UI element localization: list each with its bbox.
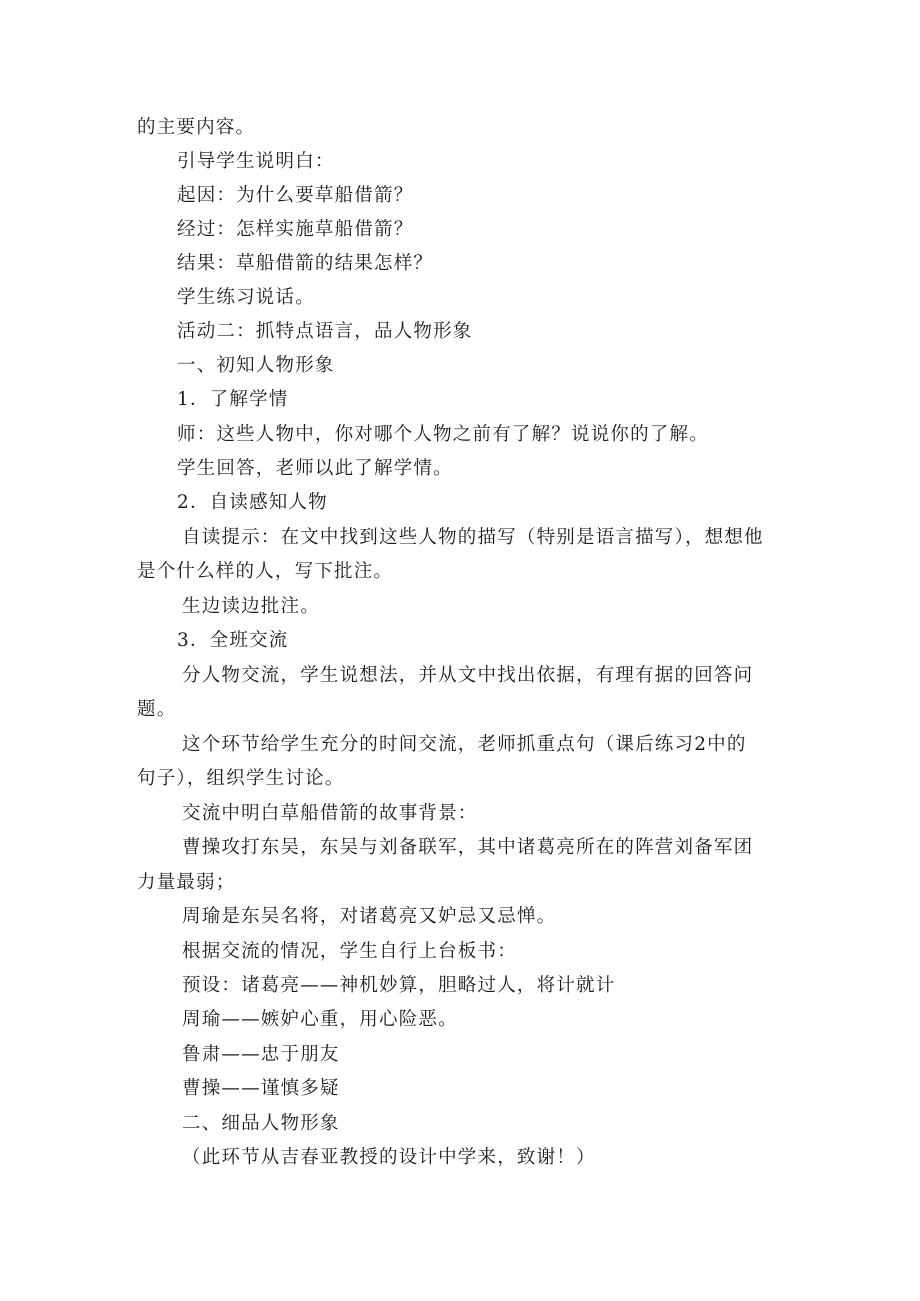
text-line-26: 预设：诸葛亮——神机妙算，胆略过人，将计就计 [182, 975, 616, 996]
subsection-heading-1: 一、初知人物形象 [177, 355, 335, 376]
text-line-22: 曹操攻打东吴，东吴与刘备联军，其中诸葛亮所在的阵营刘备军团 [182, 837, 754, 858]
numbered-item-2: 2．自读感知人物 [177, 492, 328, 513]
text-line-13: 自读提示：在文中找到这些人物的描写（特别是语言描写），想想他 [182, 527, 764, 548]
text-line-4: 经过：怎样实施草船借箭？ [177, 219, 414, 240]
text-line-6: 学生练习说话。 [177, 287, 315, 308]
text-line-28: 鲁肃——忠于朋友 [182, 1044, 340, 1065]
text-line-24: 周瑜是东吴名将，对诸葛亮又妒忌又忌惮。 [182, 906, 557, 927]
text-line-5: 结果：草船借箭的结果怎样？ [177, 253, 434, 274]
text-line-10: 师：这些人物中，你对哪个人物之前有了解？说说你的了解。 [177, 424, 709, 445]
text-line-2: 引导学生说明白： [177, 151, 335, 172]
subsection-heading-2: 二、细品人物形象 [182, 1113, 340, 1134]
text-line-14: 是个什么样的人，写下批注。 [137, 561, 394, 582]
text-line-29: 曹操——谨慎多疑 [182, 1078, 340, 1099]
text-line-20: 句子），组织学生讨论。 [137, 768, 345, 789]
text-line-18: 题。 [137, 699, 177, 720]
section-heading-activity-2: 活动二：抓特点语言，品人物形象 [177, 321, 473, 342]
text-line-25: 根据交流的情况，学生自行上台板书： [182, 941, 517, 962]
text-line-1: 的主要内容。 [137, 117, 256, 138]
text-line-15: 生边读边批注。 [182, 596, 320, 617]
text-line-17: 分人物交流，学生说想法，并从文中找出依据，有理有据的回答问 [182, 665, 754, 686]
text-line-21: 交流中明白草船借箭的故事背景： [182, 803, 478, 824]
text-line-19: 这个环节给学生充分的时间交流，老师抓重点句（课后练习2中的 [182, 734, 747, 755]
numbered-item-3: 3．全班交流 [177, 630, 289, 651]
text-line-23: 力量最弱； [137, 872, 236, 893]
text-line-11: 学生回答，老师以此了解学情。 [177, 458, 453, 479]
text-line-31: （此环节从吉春亚教授的设计中学来，致谢！） [182, 1147, 596, 1168]
numbered-item-1: 1．了解学情 [177, 389, 289, 410]
text-line-27: 周瑜——嫉妒心重，用心险恶。 [182, 1009, 458, 1030]
text-line-3: 起因：为什么要草船借箭？ [177, 185, 414, 206]
